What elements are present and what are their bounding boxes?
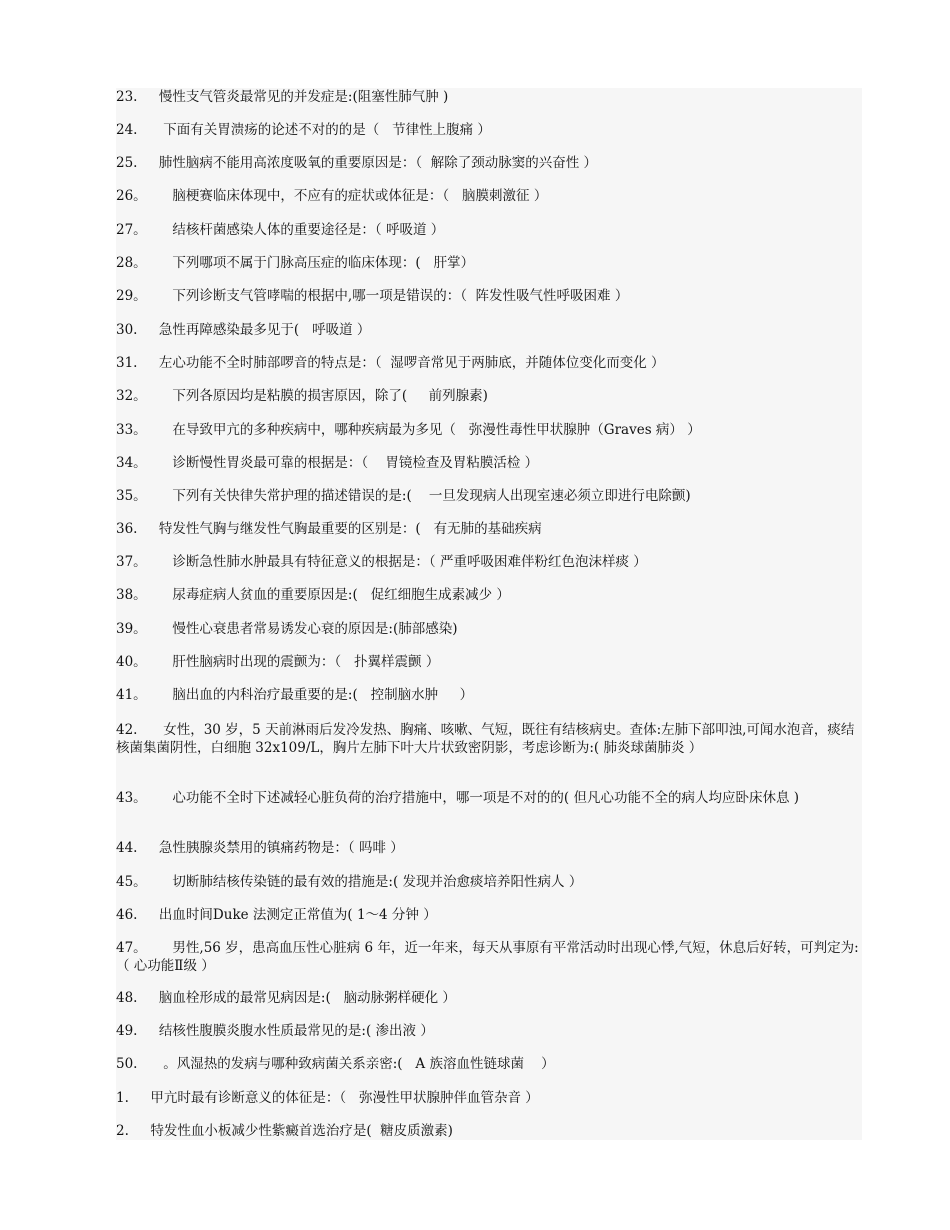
question-47: 47。 男性,56 岁，患高血压性心脏病 6 年，近一年来，每天从事原有平常活动时出现心悸,气短，休息后好转，可判定为:（ 心功能Ⅱ级 ） [116, 940, 859, 974]
question-42: 42. 女性，30 岁，5 天前淋雨后发冷发热、胸痛、咳嗽、气短，既往有结核病史。查体:左肺下部叩浊,可闻水泡音，痰结核菌集菌阴性，白细胞 32x109/L，胸片左肺下叶大片状致密阴影，考虑诊断为:( 肺炎球菌肺炎 ） [116, 722, 855, 756]
question-46: 46. 出血时间Duke 法测定正常值为( 1～4 分钟 ） [116, 907, 437, 923]
question-33: 33。 在导致甲亢的多种疾病中，哪种疾病最为多见（ 弥漫性毒性甲状腺肿（Graves 病） ） [116, 422, 701, 438]
question-50: 50. 。风湿热的发病与哪种致病菌关系亲密:( A 族溶血性链球菌 ） [116, 1056, 555, 1072]
question-35: 35。 下列有关快律失常护理的描述错误的是:( 一旦发现病人出现室速必须立即进行电除颤) [116, 488, 691, 504]
question-28: 28。 下列哪项不属于门脉高压症的临床体现：( 肝掌） [116, 255, 475, 271]
question-24: 24. 下面有关胃溃疡的论述不对的的是（ 节律性上腹痛 ） [116, 122, 491, 138]
question-38: 38。 尿毒症病人贫血的重要原因是:( 促红细胞生成素减少 ） [116, 587, 510, 603]
question-27: 27。 结核杆菌感染人体的重要途径是：（ 呼吸道 ） [116, 222, 445, 238]
question-34: 34。 诊断慢性胃炎最可靠的根据是：（ 胃镜检查及胃粘膜活检 ） [116, 455, 539, 471]
question-48: 48. 脑血栓形成的最常见病因是:( 脑动脉粥样硬化 ） [116, 990, 456, 1006]
question-43: 43。 心功能不全时下述减轻心脏负荷的治疗措施中，哪一项是不对的的( 但凡心功能不全的病人均应卧床休息 ) [116, 790, 800, 806]
question-23: 23. 慢性支气管炎最常见的并发症是:(阻塞性肺气肿 ) [116, 89, 449, 105]
question-26: 26。 脑梗赛临床体现中，不应有的症状或体征是：（ 脑膜刺激征 ） [116, 188, 548, 204]
question-30: 30. 急性再障感染最多见于( 呼吸道 ） [116, 322, 371, 338]
question-45: 45。 切断肺结核传染链的最有效的措施是:( 发现并治愈痰培养阳性病人 ） [116, 874, 583, 890]
question-39: 39。 慢性心衰患者常易诱发心衰的原因是:(肺部感染) [116, 621, 458, 637]
question-37: 37。 诊断急性肺水肿最具有特征意义的根据是：（ 严重呼吸困难伴粉红色泡沫样痰 ） [116, 554, 647, 570]
question-1: 1. 甲亢时最有诊断意义的体征是：（ 弥漫性甲状腺肿伴血管杂音 ） [116, 1090, 539, 1106]
question-29: 29。 下列诊断支气管哮喘的根据中,哪一项是错误的：（ 阵发性吸气性呼吸困难 ） [116, 288, 629, 304]
question-2: 2. 特发性血小板减少性紫癜首选治疗是( 糖皮质激素) [116, 1123, 453, 1139]
question-41: 41。 脑出血的内科治疗最重要的是:( 控制脑水肿 ） [116, 687, 474, 703]
question-49: 49. 结核性腹膜炎腹水性质最常见的是:( 渗出液 ） [116, 1023, 434, 1039]
document-page [116, 88, 862, 1140]
question-25: 25. 肺性脑病不能用高浓度吸氧的重要原因是：（ 解除了颈动脉窦的兴奋性 ） [116, 155, 598, 171]
question-44: 44. 急性胰腺炎禁用的镇痛药物是：（ 吗啡 ） [116, 840, 404, 856]
question-31: 31. 左心功能不全时肺部啰音的特点是：（ 湿啰音常见于两肺底，并随体位变化而变化 ） [116, 355, 665, 371]
question-40: 40。 肝性脑病时出现的震颤为：（ 扑翼样震颤 ） [116, 654, 440, 670]
question-36: 36. 特发性气胸与继发性气胸最重要的区别是：( 有无肺的基础疾病 [116, 521, 542, 537]
question-32: 32。 下列各原因均是粘膜的损害原因，除了( 前列腺素) [116, 388, 488, 404]
